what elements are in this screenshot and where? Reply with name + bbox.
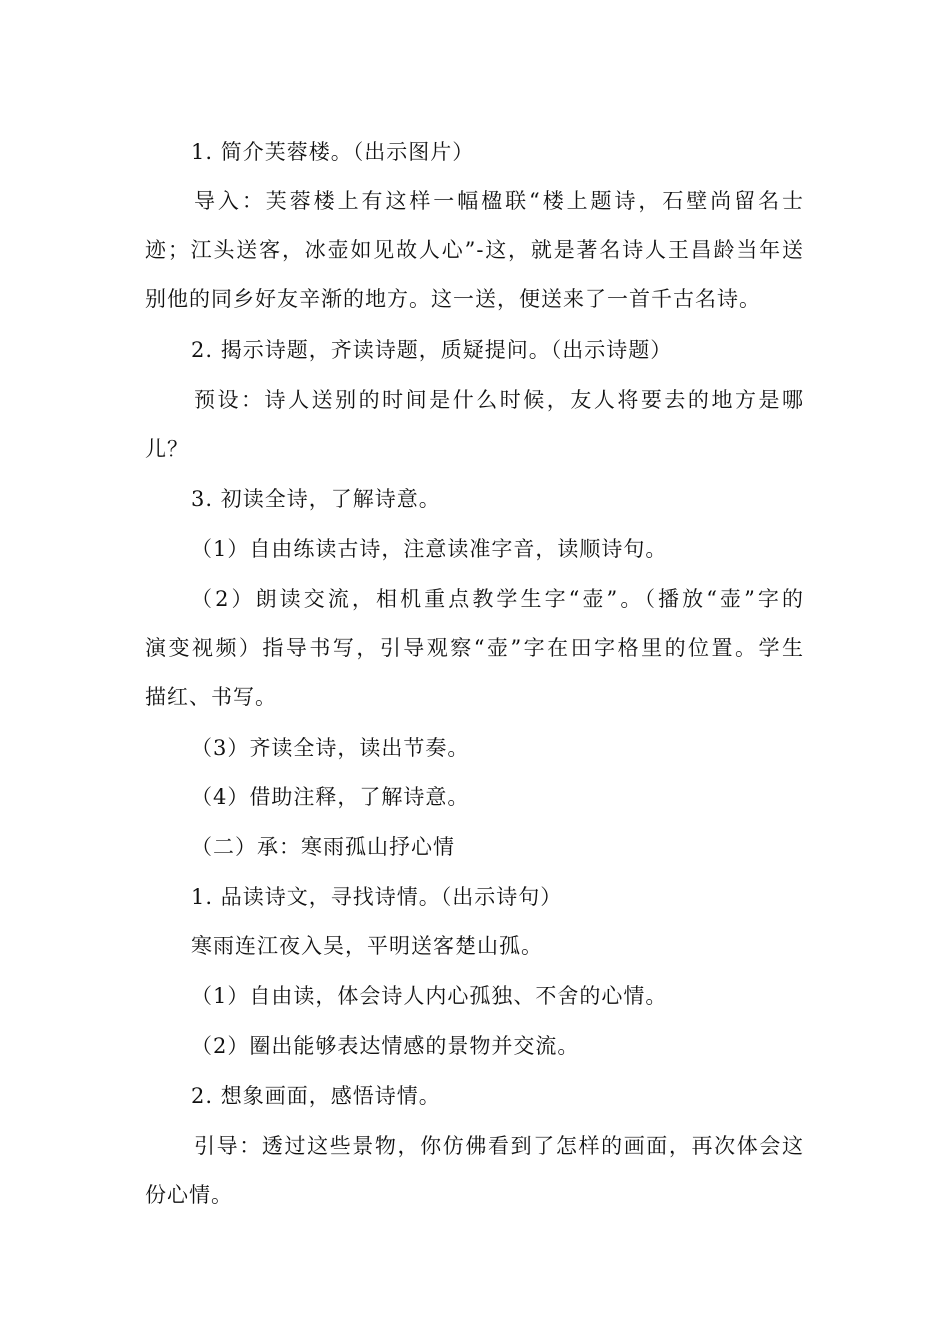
paragraph-guide-line-1: 引导：透过这些景物，你仿佛看到了怎样的画面，再次体会这 [194, 1134, 804, 1158]
list-item-3-read-rhythm: （3）齐读全诗，读出节奏。 [191, 736, 470, 760]
list-item-2-line-2: 演变视频）指导书写，引导观察“壶”字在田字格里的位置。学生 [145, 636, 804, 660]
paragraph-preset-line-2: 儿？ [145, 437, 189, 461]
list-item-4-annotations: （4）借助注释，了解诗意。 [191, 785, 470, 809]
paragraph-intro-line-1: 导入：芙蓉楼上有这样一幅楹联“楼上题诗，石壁尚留名士 [194, 189, 804, 213]
heading-1-intro-furong-tower: 1. 简介芙蓉楼。（出示图片） [191, 140, 475, 164]
heading-3-first-read: 3. 初读全诗，了解诗意。 [191, 487, 441, 511]
heading-1-read-poem: 1. 品读诗文，寻找诗情。（出示诗句） [191, 885, 563, 909]
list-item-2-line-1: （2）朗读交流，相机重点教学生字“壶”。（播放“壶”字的 [191, 587, 804, 611]
list-item-1-free-read: （1）自由练读古诗，注意读准字音，读顺诗句。 [191, 537, 668, 561]
heading-2-imagine-scene: 2. 想象画面，感悟诗情。 [191, 1084, 441, 1108]
list-item-2-line-3: 描红、书写。 [145, 685, 277, 709]
poem-line: 寒雨连江夜入吴，平明送客楚山孤。 [191, 934, 543, 958]
list-item-2-circle-scenery: （2）圈出能够表达情感的景物并交流。 [191, 1034, 580, 1058]
heading-2-reveal-title: 2. 揭示诗题，齐读诗题，质疑提问。（出示诗题） [191, 338, 673, 362]
section-heading-cheng: （二）承：寒雨孤山抒心情 [191, 835, 455, 859]
paragraph-intro-line-3: 别他的同乡好友辛渐的地方。这一送，便送来了一首千古名诗。 [145, 287, 761, 311]
paragraph-intro-line-2: 迹；江头送客，冰壶如见故人心”-这，就是著名诗人王昌龄当年送 [145, 238, 804, 262]
paragraph-guide-line-2: 份心情。 [145, 1183, 233, 1207]
list-item-1-feel-loneliness: （1）自由读，体会诗人内心孤独、不舍的心情。 [191, 984, 668, 1008]
paragraph-preset-line-1: 预设：诗人送别的时间是什么时候，友人将要去的地方是哪 [194, 388, 804, 412]
